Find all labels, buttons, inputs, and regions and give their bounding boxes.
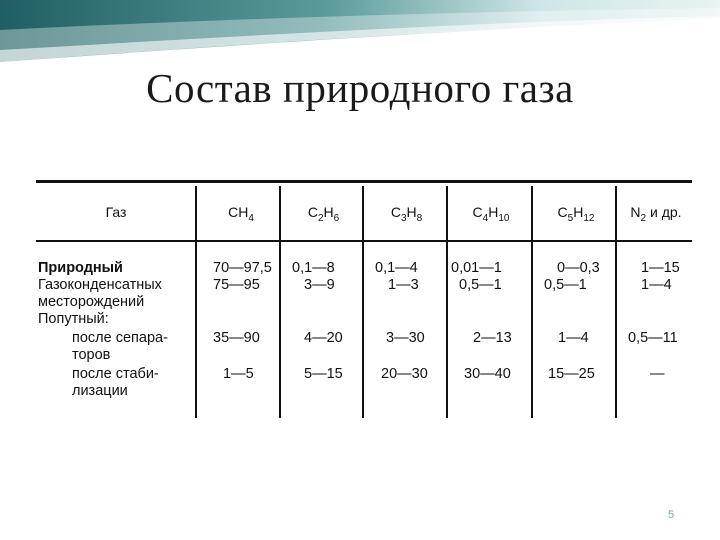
header-sub: 4 [248,212,254,224]
header-n2 [621,204,691,224]
header-sub: 12 [583,212,595,224]
cell-natural-c2h6: 0,1—8 [292,260,335,276]
header-rule [36,240,692,242]
header-text: N [630,204,641,220]
gas-composition-table [36,180,692,420]
cell-separators-ch4: 35—90 [213,330,260,346]
top-rule [36,180,692,183]
header-text: C [557,204,568,220]
header-sub: 6 [333,212,340,224]
cell-condensate-c2h6: 3—9 [304,277,335,293]
cell-stabilization-c2h6: 5—15 [304,366,343,382]
row-label-associated: Попутный: [38,311,109,327]
cell-natural-c5h12: 0—0,3 [557,260,600,276]
header-ch4 [206,204,276,224]
row-label-after-stabilization: после стаби- [72,366,159,382]
slide-title: Состав природного газа [146,65,574,111]
header-sub: 4 [482,212,489,224]
cell-stabilization-ch4: 1—5 [223,366,254,382]
row-label-fields: месторождений [38,294,145,310]
header-banner [0,0,720,70]
page-number: 5 [668,509,675,521]
header-c5h12 [538,204,614,224]
header-sub: 2 [317,212,324,224]
column-divider [531,186,533,418]
cell-separators-c4h10: 2—13 [473,330,512,346]
cell-stabilization-c5h12: 15—25 [548,366,595,382]
cell-condensate-c5h12: 0,5—1 [544,277,587,293]
header-text: Газ [105,204,127,220]
header-c2h6 [286,204,361,224]
header-text: и др. [646,204,682,220]
header-c3h8 [369,204,444,224]
cell-separators-c5h12: 1—4 [558,330,589,346]
row-label-stabilization-cont: лизации [72,383,128,399]
row-label-after-separators: после сепара- [72,330,168,346]
header-text: C [307,204,318,220]
cell-natural-n2: 1—15 [641,260,680,276]
header-text: H [323,204,334,220]
header-sub: 2 [640,212,647,224]
header-sub: 5 [567,212,574,224]
cell-separators-n2: 0,5—11 [628,330,678,346]
cell-natural-ch4: 70—97,5 [213,260,272,276]
cell-stabilization-c4h10: 30—40 [464,366,511,382]
cell-natural-c3h8: 0,1—4 [375,260,418,276]
header-gas [66,204,166,220]
column-divider [195,186,197,418]
cell-condensate-n2: 1—4 [641,277,672,293]
header-text: C [390,204,401,220]
row-label-natural: Природный [38,260,123,276]
column-divider [615,186,617,418]
header-sub: 10 [498,212,510,224]
row-label-separators-cont: торов [72,347,111,363]
header-text: H [573,204,584,220]
header-text: CH [228,204,249,220]
header-c4h10 [453,204,529,224]
cell-condensate-c3h8: 1—3 [388,277,419,293]
cell-natural-c4h10: 0,01—1 [451,260,502,276]
cell-condensate-ch4: 75—95 [213,277,260,293]
header-text: H [488,204,499,220]
cell-stabilization-n2: — [650,366,665,382]
header-text: H [406,204,417,220]
cell-condensate-c4h10: 0,5—1 [459,277,502,293]
cell-separators-c3h8: 3—30 [386,330,425,346]
cell-separators-c2h6: 4—20 [304,330,343,346]
header-sub: 8 [416,212,423,224]
row-label-gas-condensate: Газоконденсатных [38,277,162,293]
header-sub: 3 [400,212,407,224]
column-divider [446,186,448,418]
cell-stabilization-c3h8: 20—30 [381,366,428,382]
header-text: C [472,204,483,220]
column-divider [279,186,281,418]
column-divider [362,186,364,418]
